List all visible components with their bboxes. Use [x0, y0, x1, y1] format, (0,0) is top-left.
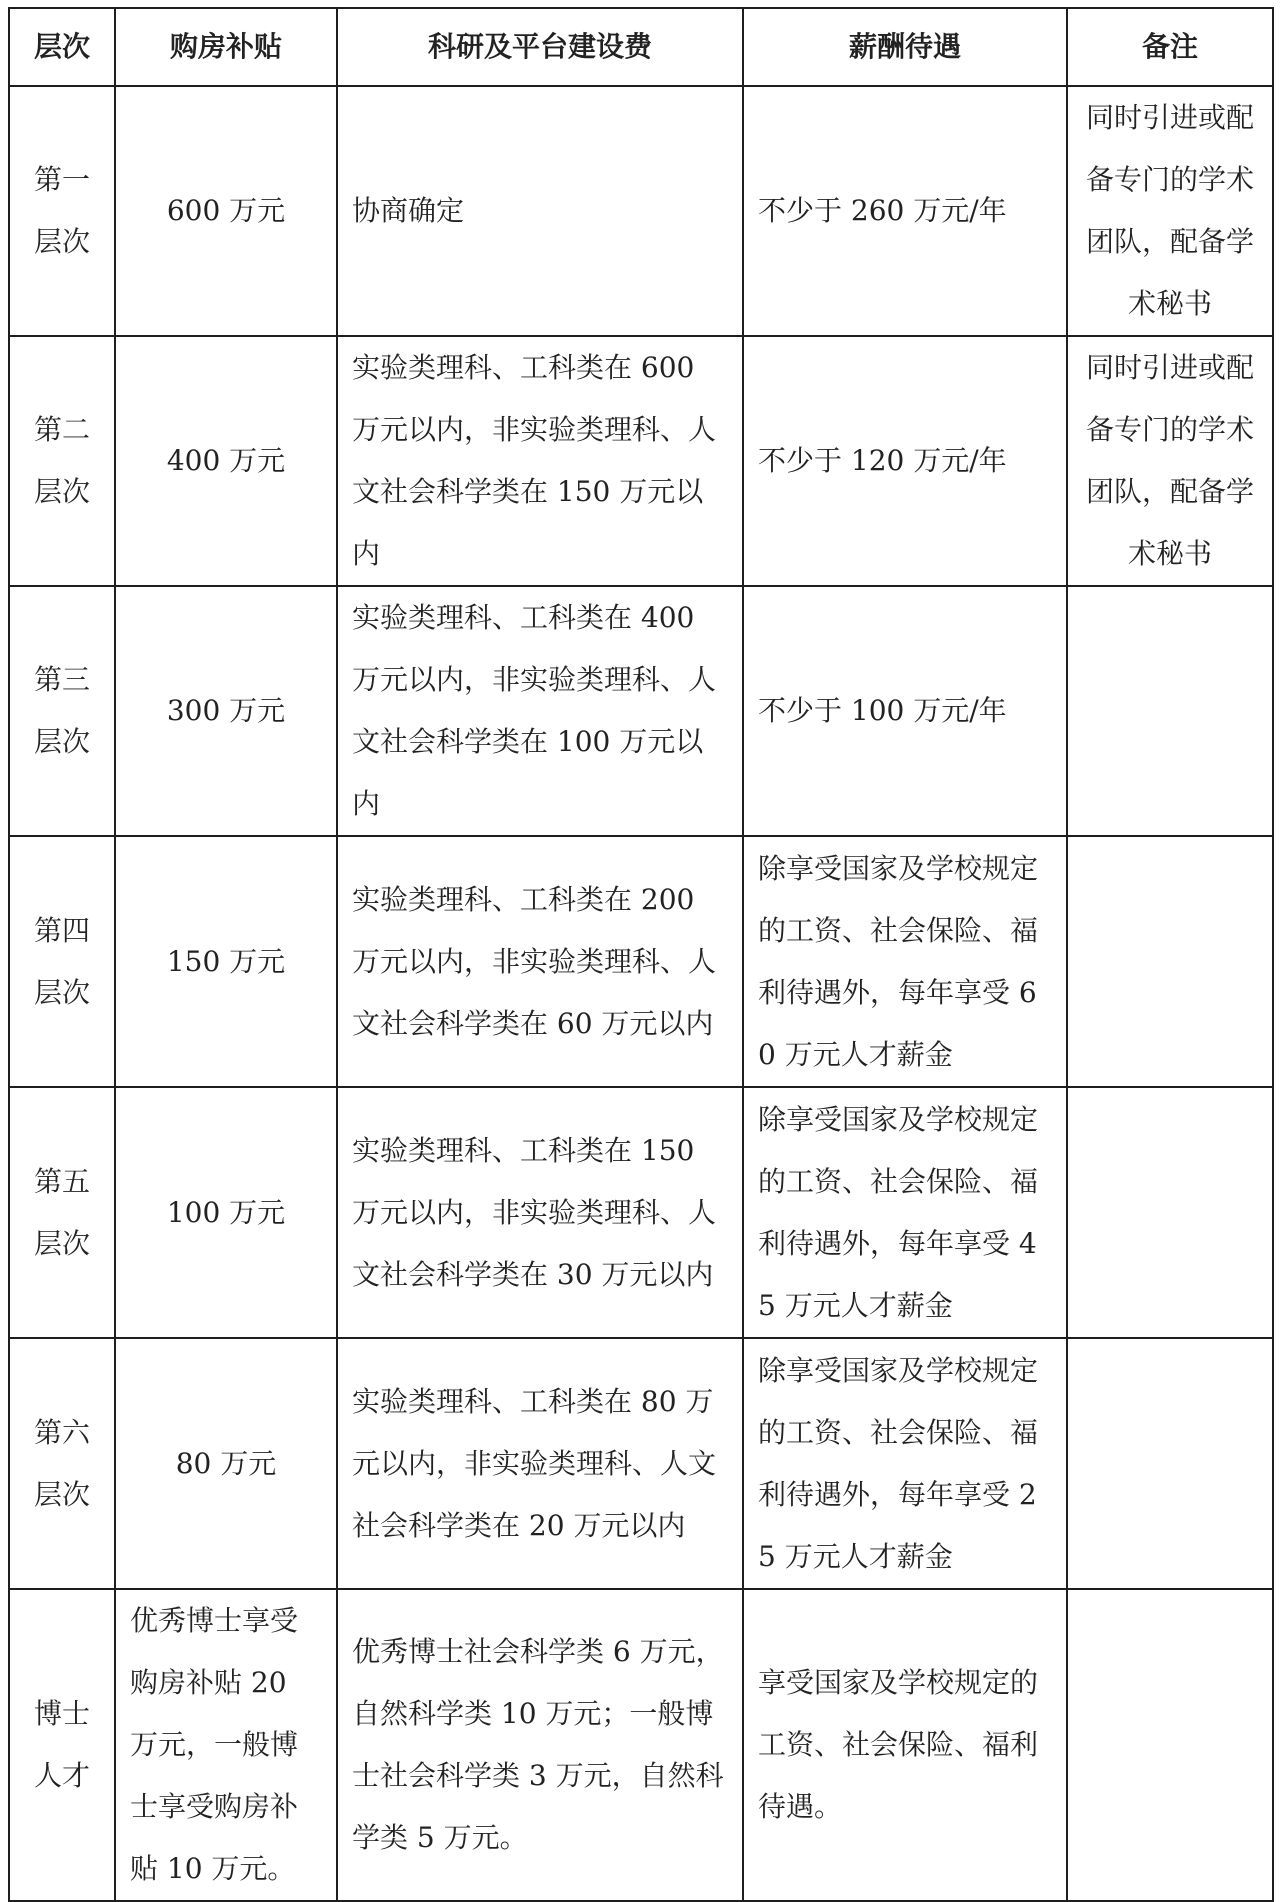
- research-cell: 实验类理科、工科类在 400 万元以内，非实验类理科、人文社会科学类在 100 万元以内: [337, 586, 743, 836]
- level-label: 层次: [33, 725, 90, 758]
- header-housing: 购房补贴: [115, 8, 337, 86]
- level-label: 第五: [33, 1164, 90, 1198]
- research-cell: 优秀博士社会科学类 6 万元，自然科学类 10 万元；一般博士社会科学类 3 万元，自然科学类 5 万元。: [337, 1589, 743, 1901]
- salary-cell: 不少于 260 万元/年: [743, 86, 1067, 336]
- level-label: 第一: [33, 163, 90, 196]
- table-row: [9, 1087, 1273, 1338]
- table-row: [9, 1338, 1273, 1589]
- header-salary: 薪酬待遇: [743, 8, 1067, 86]
- level-label: 层次: [33, 1226, 90, 1260]
- note-cell: 同时引进或配备专门的学术团队，配备学术秘书: [1067, 86, 1273, 336]
- level-label: 博士: [33, 1697, 90, 1730]
- housing-cell: 100 万元: [115, 1087, 337, 1338]
- housing-cell: 400 万元: [115, 336, 337, 586]
- note-cell: [1067, 586, 1273, 836]
- level-cell: [9, 586, 115, 836]
- housing-cell: 150 万元: [115, 836, 337, 1087]
- salary-cell: 除享受国家及学校规定的工资、社会保险、福利待遇外，每年享受 60 万元人才薪金: [743, 836, 1067, 1087]
- housing-cell: 300 万元: [115, 586, 337, 836]
- talent-policy-table: [8, 7, 1274, 1902]
- note-cell: [1067, 1087, 1273, 1338]
- research-cell: 实验类理科、工科类在 150 万元以内，非实验类理科、人文社会科学类在 30 万元以内: [337, 1087, 743, 1338]
- level-cell: [9, 336, 115, 586]
- level-label: 人才: [33, 1759, 90, 1792]
- level-label: 层次: [33, 475, 90, 508]
- table-row: [9, 1589, 1273, 1901]
- note-cell: [1067, 1338, 1273, 1589]
- research-cell: 实验类理科、工科类在 80 万元以内，非实验类理科、人文社会科学类在 20 万元以内: [337, 1338, 743, 1589]
- level-label: 第六: [33, 1415, 90, 1449]
- level-label: 第四: [33, 913, 90, 947]
- level-label: 层次: [33, 975, 90, 1009]
- housing-cell: 优秀博士享受购房补贴 20 万元，一般博士享受购房补贴 10 万元。: [115, 1589, 337, 1901]
- level-cell: [9, 86, 115, 336]
- salary-cell: 不少于 100 万元/年: [743, 586, 1067, 836]
- salary-cell: 除享受国家及学校规定的工资、社会保险、福利待遇外，每年享受 25 万元人才薪金: [743, 1338, 1067, 1589]
- table-row: [9, 586, 1273, 836]
- table-header-row: [9, 8, 1273, 86]
- level-cell: [9, 1589, 115, 1901]
- salary-cell: 不少于 120 万元/年: [743, 336, 1067, 586]
- note-cell: 同时引进或配备专门的学术团队，配备学术秘书: [1067, 336, 1273, 586]
- research-cell: 协商确定: [337, 86, 743, 336]
- level-cell: [9, 1087, 115, 1338]
- salary-cell: 享受国家及学校规定的工资、社会保险、福利待遇。: [743, 1589, 1067, 1901]
- level-label: 第三: [33, 663, 90, 696]
- table-row: [9, 86, 1273, 336]
- housing-cell: 600 万元: [115, 86, 337, 336]
- table-row: [9, 836, 1273, 1087]
- header-level: 层次: [9, 8, 115, 86]
- header-note: 备注: [1067, 8, 1273, 86]
- header-research: 科研及平台建设费: [337, 8, 743, 86]
- level-label: 第二: [33, 413, 90, 446]
- salary-cell: 除享受国家及学校规定的工资、社会保险、福利待遇外，每年享受 45 万元人才薪金: [743, 1087, 1067, 1338]
- note-cell: [1067, 1589, 1273, 1901]
- research-cell: 实验类理科、工科类在 200 万元以内，非实验类理科、人文社会科学类在 60 万元以内: [337, 836, 743, 1087]
- level-cell: [9, 1338, 115, 1589]
- level-label: 层次: [33, 1477, 90, 1511]
- research-cell: 实验类理科、工科类在 600 万元以内，非实验类理科、人文社会科学类在 150 万元以内: [337, 336, 743, 586]
- level-cell: [9, 836, 115, 1087]
- table-row: [9, 336, 1273, 586]
- housing-cell: 80 万元: [115, 1338, 337, 1589]
- note-cell: [1067, 836, 1273, 1087]
- level-label: 层次: [33, 225, 90, 258]
